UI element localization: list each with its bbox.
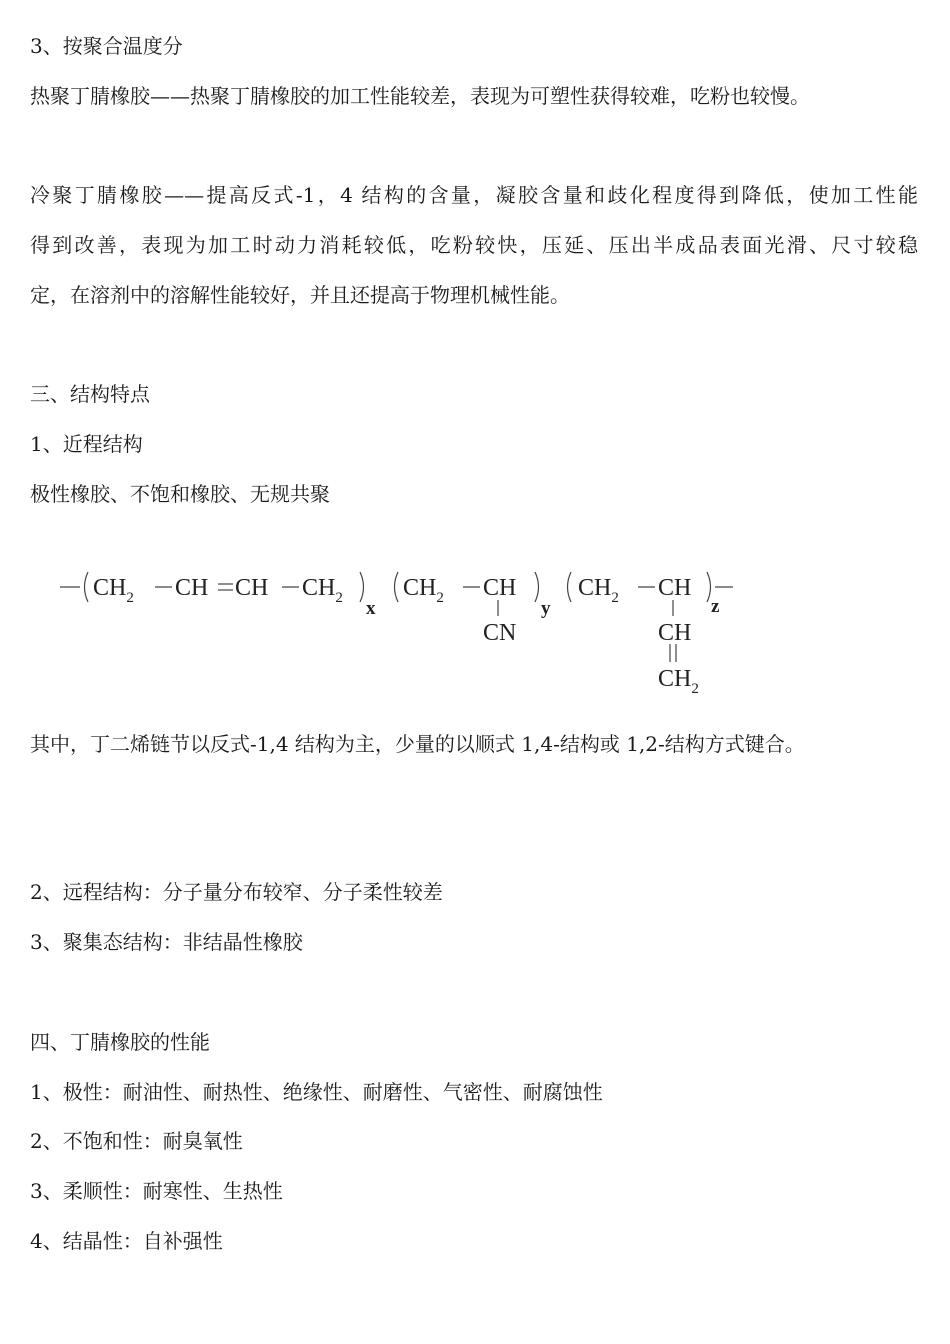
subheading-short-range-structure: 1、近程结构 bbox=[30, 432, 143, 456]
ch2-group: $CH_2$ bbox=[93, 575, 134, 606]
section-heading-structure: 三、结构特点 bbox=[30, 382, 150, 406]
ch2-group: $CH_2$ bbox=[578, 575, 619, 606]
subscript-y: y bbox=[541, 598, 551, 619]
paragraph-cold-nbr-line1: 冷聚丁腈橡胶——提高反式-1，4 结构的含量，凝胶含量和歧化程度得到降低，使加工性能 bbox=[30, 183, 918, 207]
heading-by-temperature: 3、按聚合温度分 bbox=[30, 34, 183, 58]
bracket-close-y bbox=[535, 572, 539, 602]
ch-group: CH bbox=[235, 575, 269, 601]
property-crystallinity: 4、结晶性：自补强性 bbox=[30, 1229, 223, 1253]
bracket-open-z bbox=[568, 572, 572, 602]
vinyl-ch-group: CH bbox=[658, 620, 692, 646]
long-range-structure: 2、远程结构：分子量分布较窄、分子柔性较差 bbox=[30, 880, 443, 904]
ch2-group: $CH_2$ bbox=[403, 575, 444, 606]
cn-group: CN bbox=[483, 620, 517, 646]
nbr-structural-formula bbox=[55, 560, 745, 710]
butadiene-unit-note: 其中，丁二烯链节以反式-1,4 结构为主，少量的以顺式 1,4-结构或 1,2-结构方式键合。 bbox=[30, 732, 805, 756]
ch2-group: $CH_2$ bbox=[302, 575, 343, 606]
bracket-close-x bbox=[360, 572, 364, 602]
property-flexibility: 3、柔顺性：耐寒性、生热性 bbox=[30, 1179, 283, 1203]
ch-group: CH bbox=[175, 575, 209, 601]
property-unsaturation: 2、不饱和性：耐臭氧性 bbox=[30, 1129, 243, 1153]
bracket-open-y bbox=[395, 572, 399, 602]
paragraph-cold-nbr-line2: 得到改善，表现为加工时动力消耗较低，吃粉较快，压延、压出半成品表面光滑、尺寸较稳 bbox=[30, 233, 918, 257]
subscript-x: x bbox=[366, 598, 376, 619]
bracket-open-x bbox=[85, 572, 89, 602]
property-polarity: 1、极性：耐油性、耐热性、绝缘性、耐磨性、气密性、耐腐蚀性 bbox=[30, 1080, 603, 1104]
ch-group: CH bbox=[483, 575, 517, 601]
aggregate-structure: 3、聚集态结构：非结晶性橡胶 bbox=[30, 930, 303, 954]
paragraph-cold-nbr-line3: 定，在溶剂中的溶解性能较好，并且还提高于物理机械性能。 bbox=[30, 283, 570, 307]
subscript-z: z bbox=[711, 596, 720, 617]
paragraph-hot-nbr: 热聚丁腈橡胶——热聚丁腈橡胶的加工性能较差，表现为可塑性获得较难，吃粉也较慢。 bbox=[30, 84, 810, 108]
short-range-features: 极性橡胶、不饱和橡胶、无规共聚 bbox=[30, 482, 330, 506]
vinyl-ch2-group: $CH_2$ bbox=[658, 666, 699, 697]
section-heading-properties: 四、丁腈橡胶的性能 bbox=[30, 1030, 210, 1054]
ch-group: CH bbox=[658, 575, 692, 601]
bracket-close-z bbox=[707, 572, 711, 602]
